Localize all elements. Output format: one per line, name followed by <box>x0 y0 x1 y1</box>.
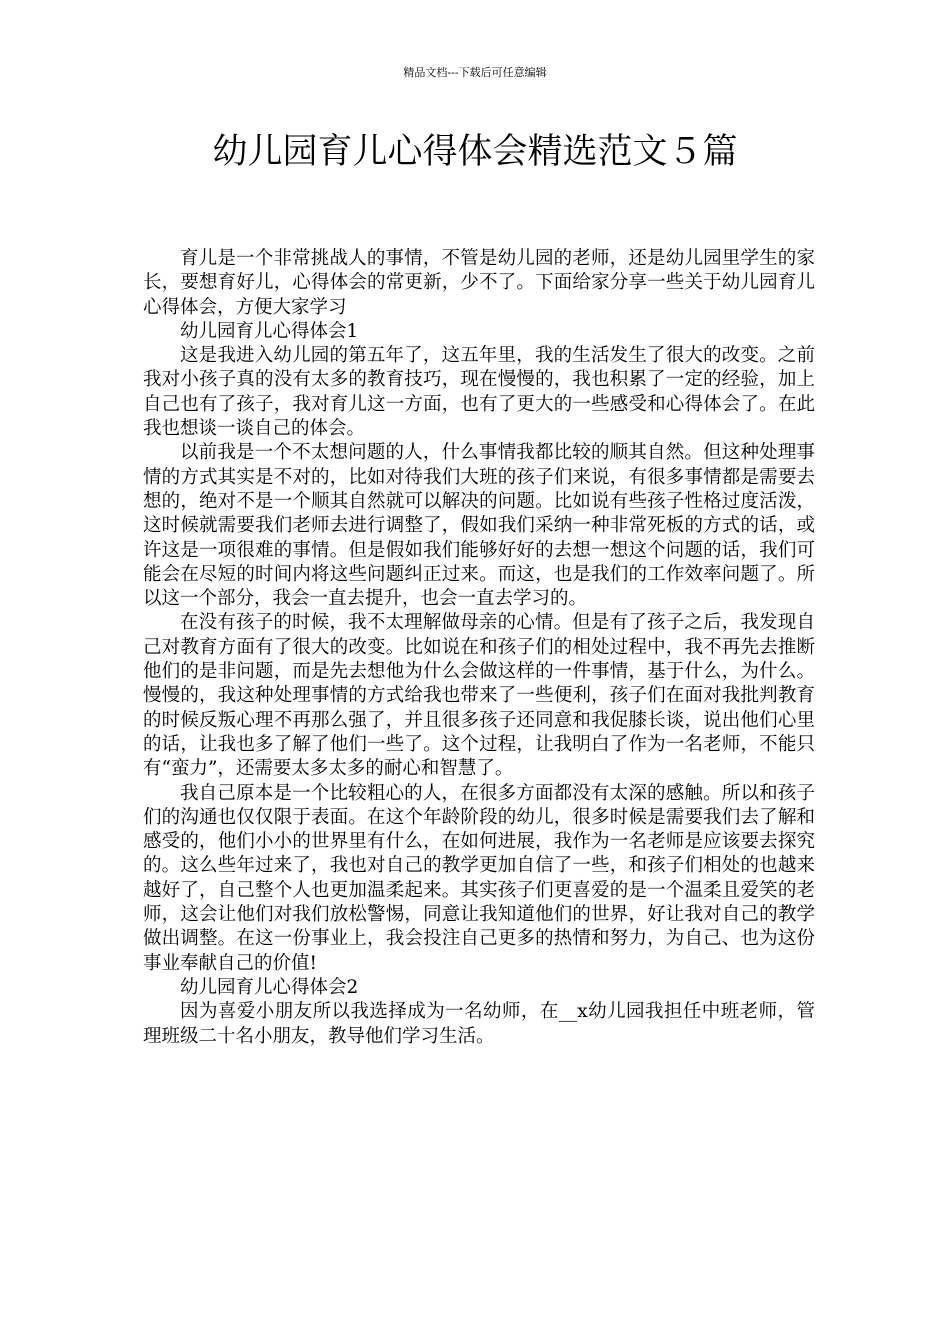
body-paragraph: 因为喜爱小朋友所以我选择成为一名幼师，在__x幼儿园我担任中班老师，管理班级二十名小朋友，教导他们学习生活。 <box>143 1001 815 1047</box>
section-heading: 幼儿园育儿心得体会1 <box>180 320 359 342</box>
document-body <box>143 247 815 1049</box>
document-title: 幼儿园育儿心得体会精选范文５篇 <box>212 132 738 172</box>
body-paragraph: 在没有孩子的时候，我不太理解做母亲的心情。但是有了孩子之后，我发现自己对教育方面有了很大的改变。比如说在和孩子们的相处过程中，我不再先去推断他们的是非问题，而是先去想他为什么会做这样的一件事情，基于什么，为什么。慢慢的，我这种处理事情的方式给我也带来了一些便利，孩子们在面对我批判教育的时候反叛心理不再那么强了，并且很多孩子还同意和我促膝长谈，说出他们心里的话，让我也多了解了他们一些了。这个过程，让我明白了作为一名老师，不能只有“蛮力”，还需要太多太多的耐心和智慧了。 <box>143 612 815 780</box>
section-heading: 幼儿园育儿心得体会2 <box>180 976 359 998</box>
body-paragraph: 这是我进入幼儿园的第五年了，这五年里，我的生活发生了很大的改变。之前我对小孩子真的没有太多的教育技巧，现在慢慢的，我也积累了一定的经验，加上自己也有了孩子，我对育儿这一方面，也有了更大的一些感受和心得体会了。在此我也想谈一谈自己的体会。 <box>143 345 815 440</box>
header-note: 精品文档---下载后可任意编辑 <box>403 66 547 79</box>
body-paragraph: 以前我是一个不太想问题的人，什么事情我都比较的顺其自然。但这种处理事情的方式其实是不对的，比如对待我们大班的孩子们来说，有很多事情都是需要去想的，绝对不是一个顺其自然就可以解决的问题。比如说有些孩子性格过度活泼，这时候就需要我们老师去进行调整了，假如我们采纳一种非常死板的方式的话，或许这是一项很难的事情。但是假如我们能够好好的去想一想这个问题的话，我们可能会在尽短的时间内将这些问题纠正过来。而这，也是我们的工作效率问题了。所以这一个部分，我会一直去提升，也会一直去学习的。 <box>143 442 815 610</box>
body-paragraph: 我自己原本是一个比较粗心的人，在很多方面都没有太深的感触。所以和孩子们的沟通也仅仅限于表面。在这个年龄阶段的幼儿，很多时候是需要我们去了解和感受的，他们小小的世界里有什么，在如何进展，我作为一名老师是应该要去探究的。这么些年过来了，我也对自己的教学更加自信了一些，和孩子们相处的也越来越好了，自己整个人也更加温柔起来。其实孩子们更喜爱的是一个温柔且爱笑的老师，这会让他们对我们放松警惕，同意让我知道他们的世界，好让我对自己的教学做出调整。在这一份事业上，我会投注自己更多的热情和努力，为自己、也为这份事业奉献自己的价值! <box>143 782 815 974</box>
intro-paragraph: 育儿是一个非常挑战人的事情，不管是幼儿园的老师，还是幼儿园里学生的家长，要想育好儿，心得体会的常更新，少不了。下面给家分享一些关于幼儿园育儿心得体会，方便大家学习 <box>143 248 815 318</box>
